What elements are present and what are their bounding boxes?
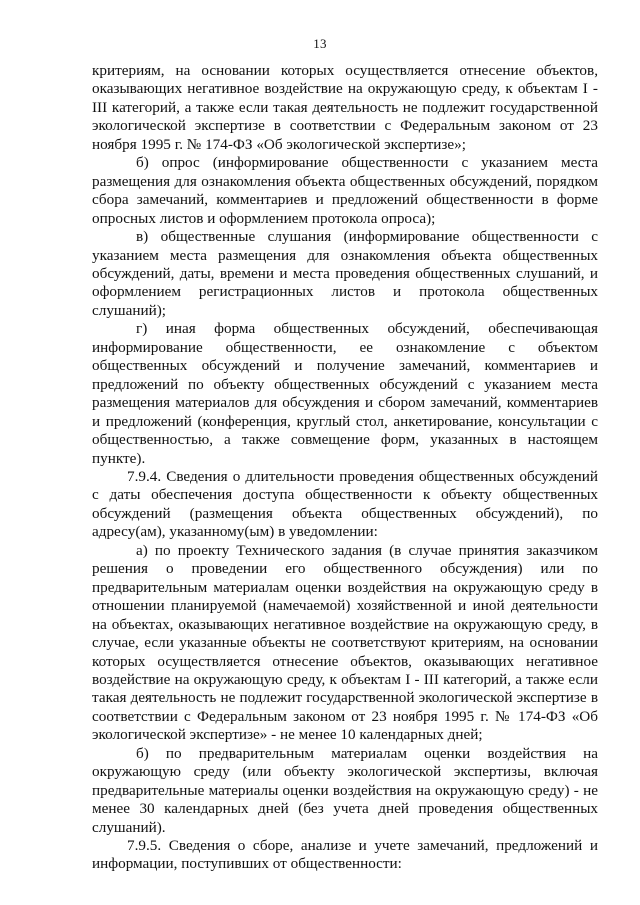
paragraph-item-g-other-form: г) иная форма общественных обсуждений, обеспечивающая информирование общественности, ее ознакомление с объектом общественных обсуждений и получение замечаний, комментариев и предложений по объекту общественных обсуждений с указанием места размещения материалов для обсуждения и сбором замечаний, комментариев и предложений (конференция, круглый стол, анкетирование, консультации с общественностью, а также совмещение форм, указанных в настоящем пункте). — [92, 320, 598, 467]
paragraph-item-b-survey: б) опрос (информирование общественности с указанием места размещения для ознакомления объекта общественных обсуждений, порядком сбора замечаний, комментариев и предложений общественности в форме опросных листов и оформлением протокола опроса); — [92, 154, 598, 227]
paragraph-item-v-public-hearings: в) общественные слушания (информирование общественности с указанием места размещения для ознакомления объекта общественных обсуждений, даты, времени и места проведения общественных слушаний, и оформлением регистрационных листов и протокола общественных слушаний); — [92, 228, 598, 319]
paragraph-criteria-continuation: критериям, на основании которых осуществляется отнесение объектов, оказывающих негативное воздействие на окружающую среду, к объектам I - III категорий, а также если такая деятельность не подлежит государственной экологической экспертизе в соответствии с Федеральным законом от 23 ноября 1995 г. № 174-ФЗ «Об экологической экспертизе»; — [92, 62, 598, 153]
document-body — [92, 62, 598, 874]
paragraph-section-7-9-5: 7.9.5. Сведения о сборе, анализе и учете замечаний, предложений и информации, поступивших от общественности: — [92, 837, 598, 873]
paragraph-item-b-preliminary-materials: б) по предварительным материалам оценки воздействия на окружающую среду (или объекту экологической экспертизы, включая предварительные материалы оценки воздействия на окружающую среду) - не менее 30 календарных дней (без учета дней проведения общественных слушаний). — [92, 744, 598, 836]
paragraph-section-7-9-4: 7.9.4. Сведения о длительности проведения общественных обсуждений с даты обеспечения доступа общественности к объекту общественных обсуждений (размещения объекта общественных обсуждений), по адресу(ам), указанному(ым) в уведомлении: — [92, 467, 598, 541]
page-number: 13 — [313, 36, 327, 51]
paragraph-item-a-technical-task: а) по проекту Технического задания (в случае принятия заказчиком решения о проведении его общественного обсуждения) или по предварительным материалам оценки воздействия на окружающую среду в отношении планируемой (намечаемой) хозяйственной и иной деятельности на объектах, оказывающих негативное воздействие на окружающую среду, в случае, если указанные объекты не соответствуют критериям, на основании которых осуществляется отнесение объектов, оказывающих негативное воздействие на окружающую среду, к объектам I - III категорий, а также если такая деятельность не подлежит государственной экологической экспертизе в соответствии с Федеральным законом от 23 ноября 1995 г. № 174-ФЗ «Об экологической экспертизе» - не менее 10 календарных дней; — [92, 541, 598, 744]
